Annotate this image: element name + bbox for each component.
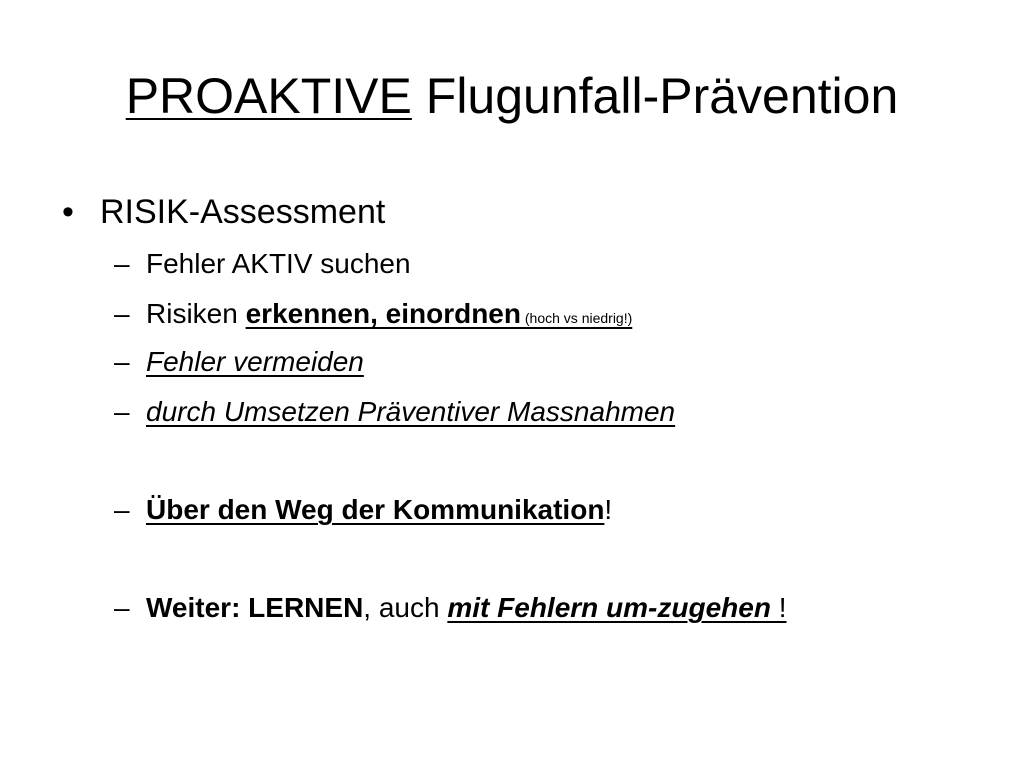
sub-item-2-emphasis: erkennen, einordnen (245, 298, 521, 329)
main-bullet-text: RISIK-Assessment (100, 193, 386, 231)
dash-marker: – (114, 298, 130, 329)
sub-item-4 (114, 392, 675, 432)
sub-item-2-lead: Risiken (146, 298, 246, 329)
sub-item-5-emphasis: Über den Weg der Kommunikation (146, 494, 605, 525)
sub-item-5 (114, 490, 612, 530)
sub-item-6-lead: Weiter: LERNEN (146, 592, 364, 623)
sub-item-2 (114, 294, 632, 338)
main-bullet (62, 188, 385, 236)
sub-item-2-note: (hoch vs niedrig!) (521, 310, 633, 326)
title-rest: Flugunfall-Prävention (411, 68, 899, 124)
sub-item-6-middle: , auch (363, 592, 448, 623)
sub-item-1-text: Fehler AKTIV suchen (146, 248, 411, 279)
dash-marker: – (114, 248, 130, 279)
dash-marker: – (114, 396, 130, 427)
sub-item-3 (114, 342, 364, 382)
title-emphasis: PROAKTIVE (125, 68, 412, 124)
dash-marker: – (114, 346, 130, 377)
sub-item-6 (114, 588, 787, 628)
sub-item-6-tail: ! (770, 592, 787, 623)
dash-marker: – (114, 494, 130, 525)
dash-marker: – (114, 592, 130, 623)
sub-item-5-tail: ! (604, 494, 613, 525)
sub-item-6-emphasis: mit Fehlern um-zugehen (447, 592, 771, 623)
bullet-marker: • (62, 193, 74, 231)
sub-item-4-text: durch Umsetzen Präventiver Massnahmen (146, 396, 676, 427)
sub-item-3-text: Fehler vermeiden (146, 346, 364, 377)
slide-title (0, 60, 1024, 132)
sub-item-1 (114, 244, 411, 284)
